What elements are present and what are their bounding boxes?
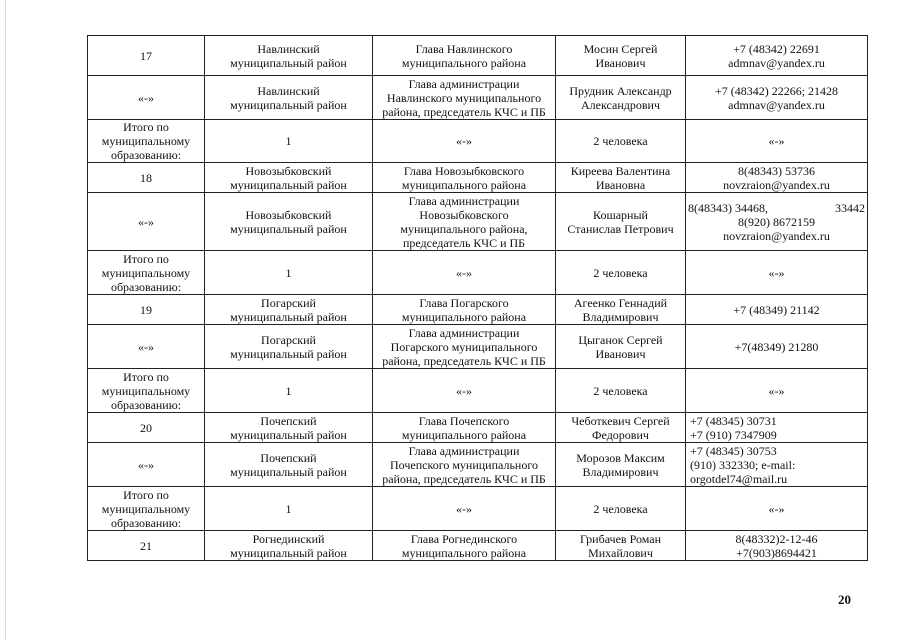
cell-line: образованию: <box>110 397 182 412</box>
contacts-cell <box>686 193 868 251</box>
table-row <box>88 120 868 163</box>
district-cell <box>205 325 373 369</box>
cell-line: муниципального района <box>401 177 527 192</box>
name-cell <box>556 369 686 413</box>
scan-edge-line <box>5 0 6 640</box>
cell-line: муниципального района <box>401 55 527 70</box>
cell-line: района, председатель КЧС и ПБ <box>382 471 546 486</box>
cell-line: «-» <box>138 90 154 105</box>
cell-line: Итого по <box>123 369 169 384</box>
contacts-cell <box>686 369 868 413</box>
cell-line: 1 <box>285 134 292 148</box>
number-cell <box>88 325 205 369</box>
cell-line: 8(48332)2-12-46 <box>735 531 818 546</box>
cell-line: муниципальный район <box>230 427 347 442</box>
cell-line: orgotdel74@mail.ru <box>690 471 788 486</box>
district-cell <box>205 413 373 443</box>
table-row <box>88 295 868 325</box>
cell-line: «-» <box>138 457 154 472</box>
cell-line: +7 (48345) 30731 <box>690 413 777 428</box>
cell-line: (910) 332330; e-mail: <box>690 457 796 472</box>
table-row <box>88 251 868 295</box>
position-cell <box>373 163 556 193</box>
cell-line: +7 (48349) 21142 <box>733 302 820 317</box>
number-cell <box>88 531 205 561</box>
cell-line: novzraion@yandex.ru <box>723 228 830 243</box>
cell-line: 21 <box>140 538 152 553</box>
name-cell <box>556 36 686 76</box>
name-cell <box>556 443 686 487</box>
cell-line: Киреева Валентина <box>570 163 671 178</box>
cell-line: +7(48349) 21280 <box>734 339 819 354</box>
position-cell <box>373 76 556 120</box>
cell-line: Почепский <box>260 450 317 465</box>
cell-line: муниципальный район <box>230 177 347 192</box>
cell-line: Прудник Александр <box>569 83 672 98</box>
cell-line <box>688 201 865 215</box>
district-cell <box>205 295 373 325</box>
cell-line: Мосин Сергей <box>583 41 658 56</box>
cell-line: Почепского муниципального <box>390 457 538 472</box>
cell-line: admnav@yandex.ru <box>728 97 825 112</box>
cell-line: муниципальный район <box>230 464 347 479</box>
table-row <box>88 369 868 413</box>
cell-line: муниципальному <box>101 383 191 398</box>
number-cell <box>88 369 205 413</box>
number-cell <box>88 193 205 251</box>
table-row <box>88 443 868 487</box>
district-cell <box>205 369 373 413</box>
cell-line: 19 <box>140 302 152 317</box>
name-cell <box>556 325 686 369</box>
cell-line: председатель КЧС и ПБ <box>402 235 526 250</box>
position-cell <box>373 193 556 251</box>
cell-line: Глава Навлинского <box>415 41 513 56</box>
name-cell <box>556 531 686 561</box>
cell-line: муниципального района, <box>400 221 528 236</box>
number-cell <box>88 120 205 163</box>
table-row <box>88 531 868 561</box>
cell-line: муниципальный район <box>230 221 347 236</box>
cell-line: 1 <box>285 265 292 280</box>
cell-line: муниципальному <box>101 501 191 516</box>
cell-line: образованию: <box>110 515 182 530</box>
cell-line: «-» <box>138 339 154 354</box>
contacts-cell <box>686 163 868 193</box>
cell-line: 2 человека <box>593 265 648 280</box>
position-cell <box>373 443 556 487</box>
cell-line: «-» <box>768 265 785 280</box>
cell-line: Цыганок Сергей <box>578 332 663 347</box>
contacts-cell <box>686 443 868 487</box>
cell-line: Глава администрации <box>408 325 520 340</box>
cell-line: «-» <box>768 501 785 516</box>
name-cell <box>556 76 686 120</box>
cell-line: Итого по <box>123 487 169 502</box>
name-cell <box>556 163 686 193</box>
table-row <box>88 325 868 369</box>
number-cell <box>88 36 205 76</box>
number-cell <box>88 443 205 487</box>
cell-line: 2 человека <box>593 383 648 398</box>
cell-line: Морозов Максим <box>576 450 665 465</box>
district-cell <box>205 120 373 163</box>
cell-line: +7(903)8694421 <box>736 545 817 560</box>
cell-line: района, председатель КЧС и ПБ <box>382 104 546 119</box>
number-cell <box>88 413 205 443</box>
position-cell <box>373 487 556 531</box>
cell-line: муниципальный район <box>230 346 347 361</box>
name-cell <box>556 487 686 531</box>
cell-line: 8(920) 8672159 <box>738 214 815 229</box>
contacts-cell <box>686 251 868 295</box>
table-row <box>88 413 868 443</box>
table-row <box>88 193 868 251</box>
cell-line: муниципального района <box>401 545 527 560</box>
cell-line: Федорович <box>592 427 649 442</box>
cell-line: Рогнединский <box>252 531 325 546</box>
name-cell <box>556 120 686 163</box>
cell-line: Итого по <box>123 120 169 134</box>
cell-line: 8(48343) 53736 <box>738 163 815 178</box>
cell-line: «-» <box>768 383 785 398</box>
cell-line: муниципальному <box>101 265 191 280</box>
cell-line: admnav@yandex.ru <box>728 55 825 70</box>
contacts-cell <box>686 487 868 531</box>
cell-line: Навлинского муниципального <box>386 90 542 105</box>
cell-line: 18 <box>140 170 152 185</box>
cell-line: муниципальный район <box>230 309 347 324</box>
cell-line: Михайлович <box>588 545 653 560</box>
cell-line: «-» <box>138 214 154 229</box>
contacts-table <box>87 35 868 561</box>
district-cell <box>205 163 373 193</box>
cell-line: +7 (48342) 22266; 21428 <box>714 83 839 98</box>
cell-line: Чеботкевич Сергей <box>571 413 670 428</box>
cell-line: Новозыбковский <box>245 207 332 222</box>
contacts-cell <box>686 36 868 76</box>
table-row <box>88 76 868 120</box>
number-cell <box>88 163 205 193</box>
number-cell <box>88 487 205 531</box>
cell-line: Глава Новозыбковского <box>403 163 525 178</box>
cell-line-part: 8(48343) 34468, <box>688 200 768 215</box>
cell-line: Глава Рогнединского <box>410 531 518 546</box>
cell-line: Кошарный <box>593 207 648 222</box>
district-cell <box>205 251 373 295</box>
table-row <box>88 487 868 531</box>
cell-line: +7 (48345) 30753 <box>690 443 777 458</box>
cell-line: «-» <box>456 383 472 398</box>
cell-line: 2 человека <box>593 501 648 516</box>
cell-line: Грибачев Роман <box>580 531 661 546</box>
cell-line: Иванович <box>595 55 646 70</box>
cell-line: Агеенко Геннадий <box>573 295 668 310</box>
name-cell <box>556 193 686 251</box>
cell-line: муниципальный район <box>230 97 347 112</box>
position-cell <box>373 369 556 413</box>
cell-line: novzraion@yandex.ru <box>723 177 830 192</box>
position-cell <box>373 413 556 443</box>
cell-line: Глава администрации <box>408 443 520 458</box>
position-cell <box>373 251 556 295</box>
cell-line: образованию: <box>110 279 182 294</box>
cell-line: Глава Погарского <box>419 295 509 310</box>
cell-line: района, председатель КЧС и ПБ <box>382 353 546 368</box>
cell-line: «-» <box>456 134 472 148</box>
cell-line: Станислав Петрович <box>567 221 674 236</box>
cell-line: Иванович <box>595 346 646 361</box>
contacts-cell <box>686 531 868 561</box>
table-row <box>88 163 868 193</box>
cell-line: Погарский <box>261 295 316 310</box>
cell-line: 17 <box>140 48 152 63</box>
district-cell <box>205 193 373 251</box>
position-cell <box>373 325 556 369</box>
cell-line: 20 <box>140 420 152 435</box>
cell-line: Погарский <box>261 332 316 347</box>
name-cell <box>556 295 686 325</box>
name-cell <box>556 251 686 295</box>
cell-line: Глава администрации <box>408 76 520 91</box>
cell-line: Итого по <box>123 251 169 266</box>
cell-line: муниципальному <box>101 134 191 148</box>
cell-line: 2 человека <box>593 134 648 148</box>
contacts-cell <box>686 413 868 443</box>
district-cell <box>205 487 373 531</box>
cell-line: Навлинский <box>257 83 320 98</box>
cell-line: +7 (48342) 22691 <box>733 41 820 56</box>
cell-line: 1 <box>285 383 292 398</box>
district-cell <box>205 36 373 76</box>
number-cell <box>88 251 205 295</box>
cell-line: Владимирович <box>582 464 659 479</box>
cell-line: 1 <box>285 501 292 516</box>
cell-line: Глава администрации <box>408 193 520 208</box>
contacts-cell <box>686 120 868 163</box>
contacts-cell <box>686 295 868 325</box>
cell-line: Новозыбковский <box>245 163 332 178</box>
position-cell <box>373 120 556 163</box>
cell-line: Навлинский <box>257 41 320 56</box>
cell-line: образованию: <box>110 148 182 162</box>
cell-line: Погарского муниципального <box>390 339 538 354</box>
cell-line: муниципального района <box>401 309 527 324</box>
cell-line: «-» <box>768 134 785 148</box>
cell-line: «-» <box>456 265 472 280</box>
cell-line: +7 (910) 7347909 <box>690 427 777 442</box>
page-number: 20 <box>838 592 851 607</box>
table-row <box>88 36 868 76</box>
cell-line-part: 33442 <box>835 200 865 215</box>
position-cell <box>373 531 556 561</box>
cell-line: Новозыбковского <box>419 207 509 222</box>
number-cell <box>88 76 205 120</box>
cell-line: Глава Почепского <box>418 413 510 428</box>
cell-line: муниципальный район <box>230 545 347 560</box>
cell-line: Владимирович <box>582 309 659 324</box>
name-cell <box>556 413 686 443</box>
district-cell <box>205 531 373 561</box>
cell-line: Ивановна <box>595 177 646 192</box>
district-cell <box>205 76 373 120</box>
number-cell <box>88 295 205 325</box>
position-cell <box>373 295 556 325</box>
cell-line: «-» <box>456 501 472 516</box>
cell-line: Почепский <box>260 413 317 428</box>
cell-line: Александрович <box>581 97 660 112</box>
contacts-cell <box>686 325 868 369</box>
contacts-table-body <box>88 36 868 561</box>
position-cell <box>373 36 556 76</box>
contacts-cell <box>686 76 868 120</box>
district-cell <box>205 443 373 487</box>
cell-line: муниципальный район <box>230 55 347 70</box>
cell-line: муниципального района <box>401 427 527 442</box>
